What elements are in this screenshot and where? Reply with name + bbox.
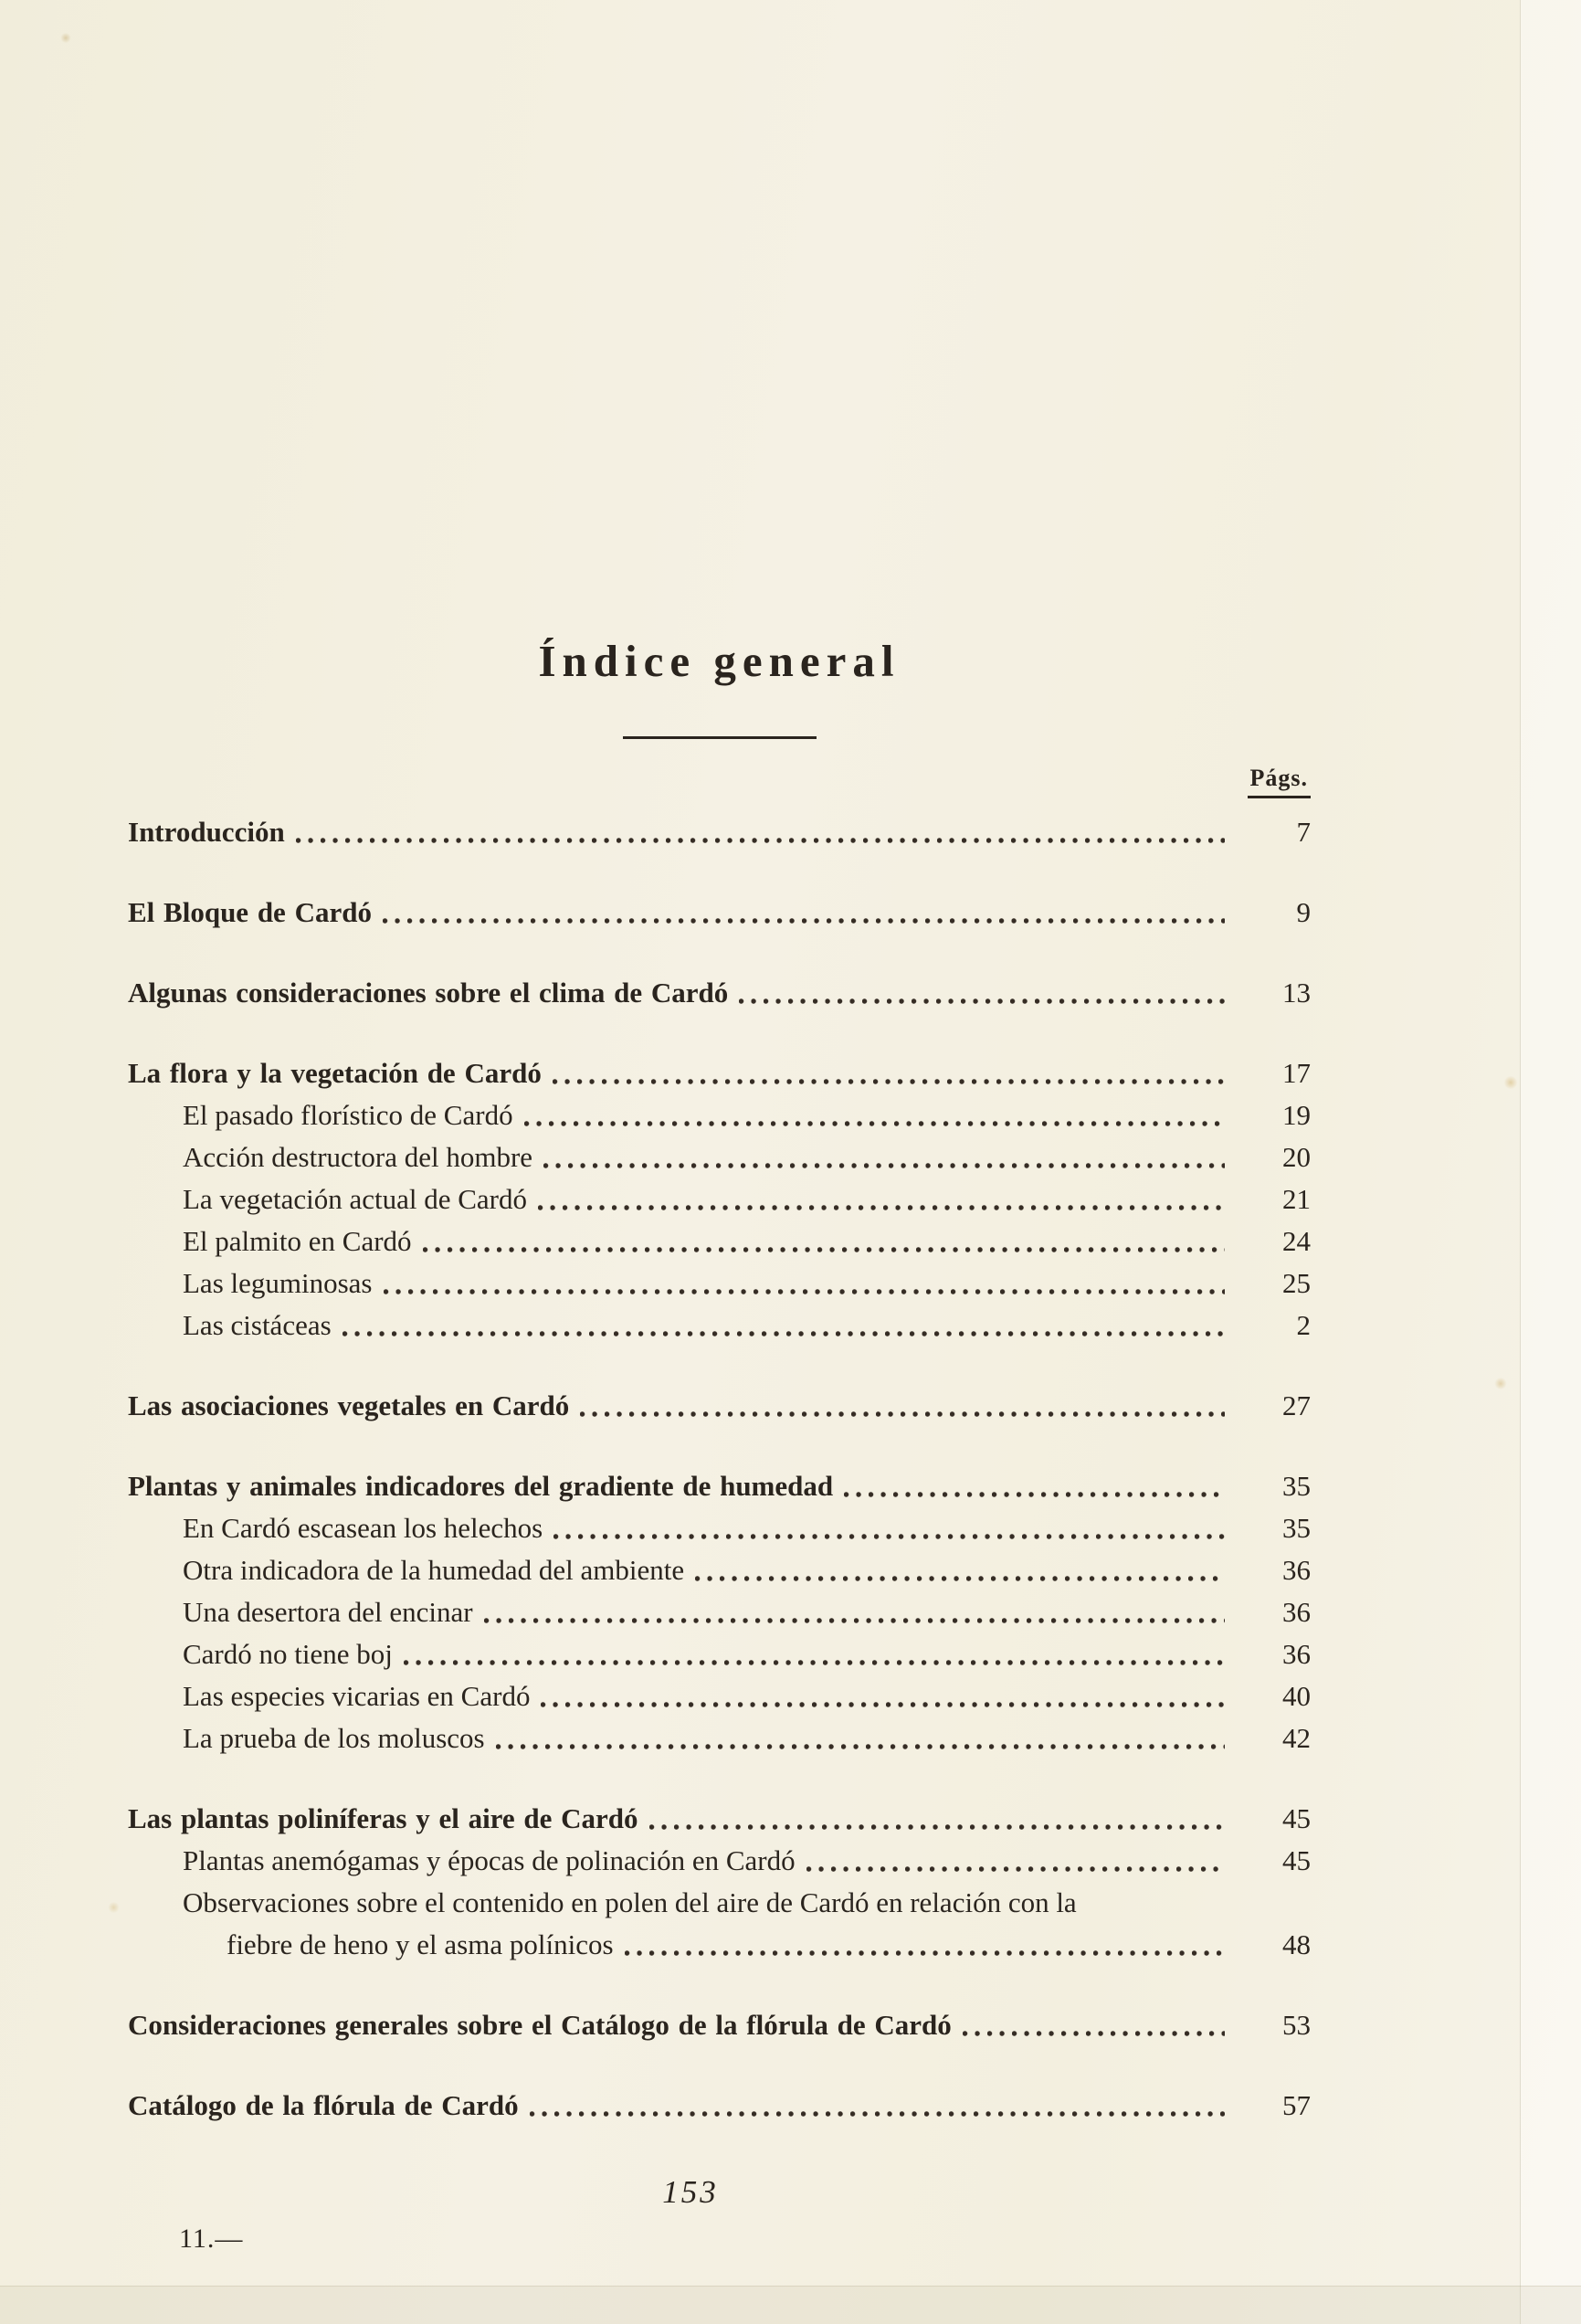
page-title: Índice general	[538, 636, 901, 686]
toc-entry-line	[183, 1507, 1311, 1549]
toc-entry-page: 2	[1296, 1309, 1311, 1341]
paper-age-spot	[1503, 1076, 1518, 1089]
toc-entry-line	[183, 1136, 1311, 1178]
toc-entry-line	[128, 892, 1311, 934]
toc-entry-page: 21	[1282, 1183, 1311, 1215]
toc-entry-label: La vegetación actual de Cardó	[183, 1183, 527, 1215]
dot-leader	[625, 1949, 1225, 1958]
toc-entry	[128, 1094, 1311, 1136]
dot-leader	[541, 1700, 1225, 1709]
toc-entry-page: 27	[1282, 1389, 1311, 1421]
toc-entry-line	[128, 1798, 1311, 1840]
toc-entry-line	[128, 1465, 1311, 1507]
page-edge-strip	[1520, 0, 1581, 2324]
toc-entry-line	[128, 1052, 1311, 1094]
toc-entry	[128, 1136, 1311, 1178]
toc-entry	[128, 1465, 1311, 1507]
dot-leader	[553, 1077, 1225, 1086]
paper-age-spot	[60, 33, 71, 43]
toc-entry-label: El Bloque de Cardó	[128, 896, 372, 928]
dot-leader	[695, 1574, 1225, 1583]
toc-entry-label: Las especies vicarias en Cardó	[183, 1680, 531, 1712]
toc-entry-label: Observaciones sobre el contenido en polen del aire de Cardó en relación con la	[183, 1886, 1077, 1918]
toc-entry-line	[128, 972, 1311, 1014]
toc-entry	[128, 1840, 1311, 1882]
toc-entry-page: 7	[1296, 816, 1311, 848]
toc-entry-page: 42	[1282, 1722, 1311, 1754]
toc-entry-line-continued	[183, 1924, 1311, 1966]
toc-entry-line	[183, 1549, 1311, 1591]
toc-entry-page: 20	[1282, 1141, 1311, 1173]
folio-page-number: 153	[662, 2174, 719, 2210]
dot-leader	[484, 1616, 1225, 1625]
toc-entry-page: 57	[1282, 2089, 1311, 2121]
toc-entry-page: 24	[1282, 1225, 1311, 1257]
toc-entry-label: La prueba de los moluscos	[183, 1722, 485, 1754]
toc-entry-label: La flora y la vegetación de Cardó	[128, 1057, 542, 1089]
toc-entry-page: 35	[1282, 1470, 1311, 1502]
dot-leader	[384, 1287, 1226, 1296]
pages-column-header: Págs.	[128, 765, 1311, 798]
toc-entry	[128, 811, 1311, 853]
toc-entry-label: Consideraciones generales sobre el Catálogo de la flórula de Cardó	[128, 2009, 952, 2041]
toc-entry-label: Algunas consideraciones sobre el clima de Cardó	[128, 977, 729, 1009]
toc-entry-label: Las cistáceas	[183, 1309, 332, 1341]
toc-entry-page: 36	[1282, 1554, 1311, 1586]
dot-leader	[404, 1658, 1225, 1667]
toc-entry	[128, 1675, 1311, 1717]
dot-leader	[296, 836, 1225, 845]
dot-leader	[343, 1329, 1225, 1338]
toc-entry-line	[128, 2004, 1311, 2046]
toc-entry-page: 45	[1282, 1802, 1311, 1834]
toc-entry-label: Una desertora del encinar	[183, 1596, 473, 1628]
toc-entry-page: 45	[1282, 1844, 1311, 1876]
toc-entry-label-continued: fiebre de heno y el asma polínicos	[227, 1928, 614, 1960]
toc-entry-page: 48	[1282, 1928, 1311, 1960]
toc-entry-label: Cardó no tiene boj	[183, 1638, 393, 1670]
dot-leader	[538, 1203, 1225, 1212]
toc-entry-label: Catálogo de la flórula de Cardó	[128, 2089, 519, 2121]
toc-entry-label: Acción destructora del hombre	[183, 1141, 533, 1173]
toc-entry-line	[183, 1305, 1311, 1347]
toc-entry-page: 53	[1282, 2009, 1311, 2041]
toc-entry	[128, 1052, 1311, 1094]
toc-entry-page: 36	[1282, 1596, 1311, 1628]
toc-entry-page: 17	[1282, 1057, 1311, 1089]
dot-leader	[530, 2109, 1225, 2118]
toc-entry-line	[128, 811, 1311, 853]
paper-age-spot	[1494, 1378, 1507, 1389]
toc-entry-label: Otra indicadora de la humedad del ambiente	[183, 1554, 685, 1586]
dot-leader	[739, 997, 1225, 1006]
toc-entry-page: 9	[1296, 896, 1311, 928]
toc-entry-label: El palmito en Cardó	[183, 1225, 412, 1257]
dot-leader	[553, 1532, 1225, 1541]
toc-entry-label: Introducción	[128, 816, 285, 848]
dot-leader	[496, 1742, 1225, 1751]
toc-entry	[128, 892, 1311, 934]
toc-entry	[128, 1507, 1311, 1549]
toc-entry-page: 40	[1282, 1680, 1311, 1712]
toc-entry-line	[183, 1633, 1311, 1675]
toc-entry	[128, 2004, 1311, 2046]
dot-leader	[383, 916, 1225, 925]
toc-entry	[128, 972, 1311, 1014]
toc-entry-line	[128, 2085, 1311, 2127]
toc-content	[128, 629, 1311, 2127]
toc-entry-page: 13	[1282, 977, 1311, 1009]
toc-entry-line	[183, 1717, 1311, 1759]
toc-entry-page: 35	[1282, 1512, 1311, 1544]
toc-entry-line	[183, 1882, 1311, 1924]
dot-leader	[580, 1410, 1225, 1419]
toc-entry-label: En Cardó escasean los helechos	[183, 1512, 543, 1544]
toc-entry-label: Las plantas poliníferas y el aire de Cardó	[128, 1802, 638, 1834]
toc-entry	[128, 1717, 1311, 1759]
dot-leader	[844, 1490, 1225, 1499]
dot-leader	[423, 1245, 1225, 1254]
toc-entry-line	[183, 1840, 1311, 1882]
toc-entry	[128, 1305, 1311, 1347]
toc-entry-label: Plantas y animales indicadores del gradiente de humedad	[128, 1470, 834, 1502]
toc-entry-label: El pasado florístico de Cardó	[183, 1099, 513, 1131]
toc-entry	[128, 1633, 1311, 1675]
toc-entry-page: 19	[1282, 1099, 1311, 1131]
toc-entry	[128, 1220, 1311, 1262]
toc-entry	[128, 1798, 1311, 1840]
toc-entry-line	[183, 1675, 1311, 1717]
toc-entry-page: 25	[1282, 1267, 1311, 1299]
paper-age-spot	[108, 1902, 120, 1913]
toc-entry-line	[183, 1178, 1311, 1220]
toc-entry-page: 36	[1282, 1638, 1311, 1670]
toc-entry	[128, 1549, 1311, 1591]
toc-entry-label: Plantas anemógamas y épocas de polinación en Cardó	[183, 1844, 796, 1876]
toc-entry	[128, 1262, 1311, 1305]
toc-entry-line	[183, 1094, 1311, 1136]
dot-leader	[524, 1119, 1225, 1128]
toc-entry	[128, 1882, 1311, 1966]
toc-list	[128, 811, 1311, 2127]
toc-entry-label: Las leguminosas	[183, 1267, 373, 1299]
toc-entry-line	[183, 1591, 1311, 1633]
dot-leader	[806, 1864, 1225, 1874]
toc-entry-line	[183, 1220, 1311, 1262]
scan-shadow-band	[0, 2286, 1581, 2324]
toc-entry-label: Las asociaciones vegetales en Cardó	[128, 1389, 570, 1421]
dot-leader	[543, 1161, 1225, 1170]
dot-leader	[649, 1822, 1225, 1832]
printer-signature-mark: 11.—	[179, 2224, 244, 2254]
title-divider-rule	[623, 736, 817, 739]
toc-entry-line	[128, 1385, 1311, 1427]
toc-entry	[128, 1178, 1311, 1220]
toc-entry	[128, 1385, 1311, 1427]
toc-entry-line	[183, 1262, 1311, 1305]
toc-entry	[128, 2085, 1311, 2127]
toc-entry	[128, 1591, 1311, 1633]
dot-leader	[963, 2029, 1225, 2038]
